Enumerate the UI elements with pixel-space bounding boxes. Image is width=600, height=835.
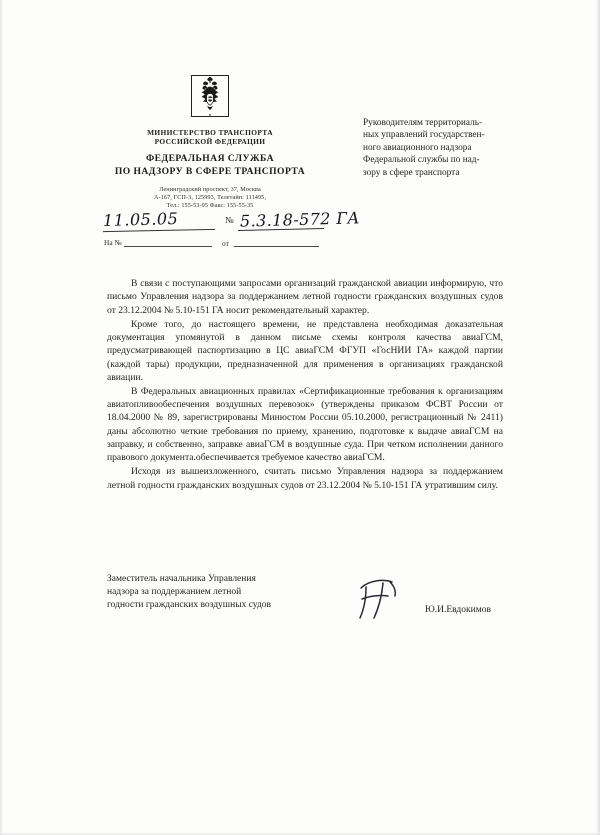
letter-body — [107, 277, 503, 493]
signature-block — [107, 573, 507, 643]
signatory-title — [107, 573, 347, 613]
signatory-title-line-2: надзора за поддержанием летной — [107, 587, 242, 598]
signatory-title-line-3: годности гражданских воздушных судов — [107, 600, 272, 611]
addressee-line-5: зору в сфере транспорта — [363, 167, 460, 178]
addressee-line-1: Руководителям территориаль- — [363, 118, 483, 128]
body-paragraph-4: Исходя из вышеизложенного, считать письмо Управления надзора за поддержанием летной годности гражданских воздушных судов от 23.12.2004 № 5.10-151 ГА утратившим силу. — [107, 466, 503, 491]
scan-edge-left — [0, 0, 3, 835]
reply-date-label: от — [222, 239, 229, 248]
reply-date-rule — [234, 246, 319, 247]
handwritten-signature-icon — [353, 577, 407, 621]
handwritten-number: 5.3.18-572 ГА — [239, 208, 361, 231]
reply-to-label: На № — [104, 238, 122, 247]
addressee-block — [363, 117, 513, 179]
body-paragraph-1: В связи с поступающими запросами организаций гражданской авиации информирую, что письмо Управления надзора за поддержанием летной годности гражданских воздушных судов от 23.12.2004 № 5.10-151 ГА носит рекомендательный характер. — [107, 278, 503, 316]
addressee-line-4: Федеральной службы по над- — [363, 155, 480, 166]
body-paragraph-2: Кроме того, до настоящего времени, не представлена необходимая доказательная документация упомянутой в данном письме схемы контроля качества авиаГСМ, предусматривающей паспортизацию в ЦС авиаГСМ ФГУП «ГосНИИ ГА» каждой партии (каждой тары) продукции, предназначенной для применения в организациях гражданской авиации. — [107, 318, 503, 383]
russian-coat-of-arms-icon — [190, 74, 230, 122]
addressee-line-3: ного авиационного надзора — [363, 142, 472, 153]
address-line-2: А-167, ГСП-3, 125993, Телетайп: 111495, — [154, 193, 266, 201]
address-line-1: Ленинградский проспект, 37, Москва — [159, 185, 261, 193]
reply-to-rule — [124, 246, 212, 247]
ministry-line-2: РОССИЙСКОЙ ФЕДЕРАЦИИ — [154, 137, 266, 147]
number-symbol: № — [225, 215, 234, 225]
ministry-line-1: МИНИСТЕРСТВО ТРАНСПОРТА — [147, 128, 273, 137]
scan-edge-right — [596, 0, 600, 835]
service-line-1: ФЕДЕРАЛЬНАЯ СЛУЖБА — [145, 152, 275, 164]
handwritten-date: 11.05.05 — [102, 208, 179, 231]
service-line-2: ПО НАДЗОРУ В СФЕРЕ ТРАНСПОРТА — [114, 166, 306, 178]
signatory-title-line-1: Заместитель начальника Управления — [107, 574, 256, 584]
reference-row — [102, 208, 361, 234]
signatory-name: Ю.И.Евдокимов — [425, 605, 491, 615]
address-line-3: Тел.: 155-53-95 Факс: 155-55-35 — [166, 202, 254, 210]
letterhead — [105, 74, 315, 210]
body-paragraph-3: В Федеральных авиационных правилах «Сертификационные требования к организациям авиатопливообеспечения воздушных перевозок» (утверждены приказом ФСВТ России от 18.04.2000 № 89, зарегистрированы Минюстом России 05.10.2000, регистрационный № 2411) даны абсолютно четкие требования по приему, хранению, подготовке к выдаче авиаГСМ на заправку, и собственно, заправке авиаГСМ в воздушные суда. При четком исполнении данного правового документа.обеспечивается требуемое качество авиаГСМ. — [107, 385, 503, 464]
addressee-line-2: ных управлений государствен- — [363, 130, 485, 141]
